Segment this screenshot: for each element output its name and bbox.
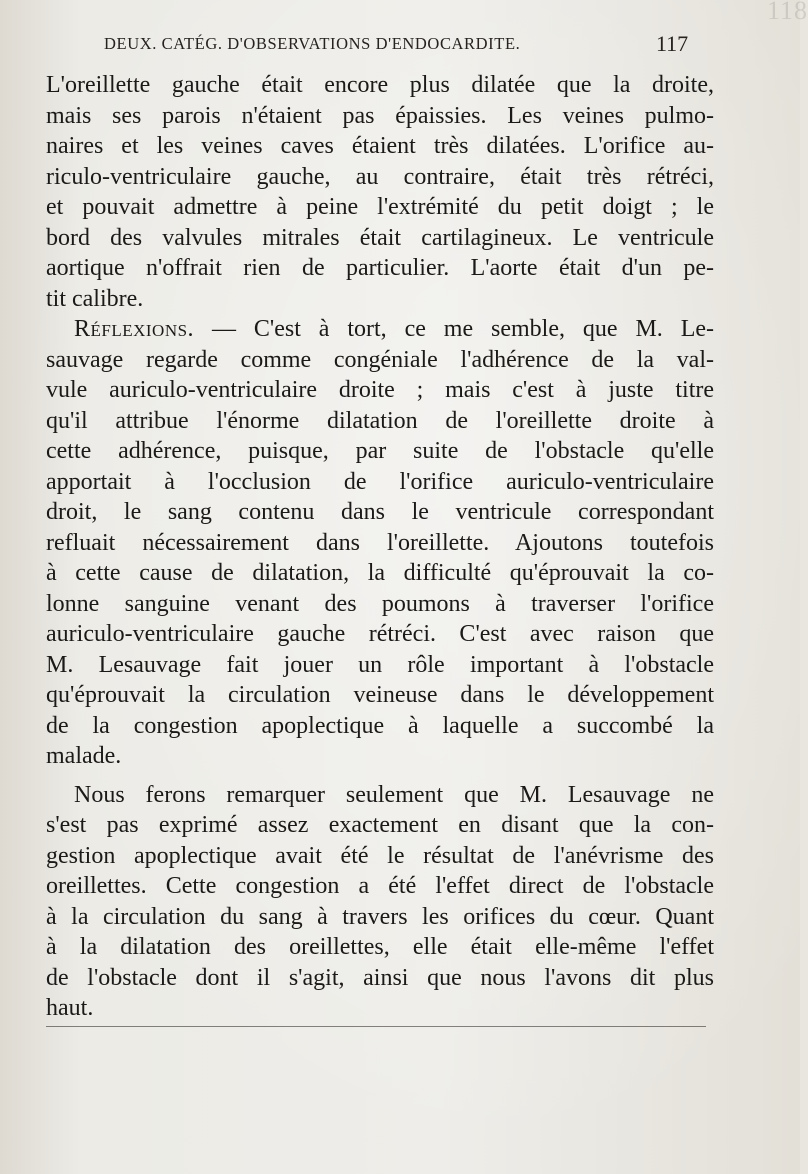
running-title: DEUX. CATÉG. D'OBSERVATIONS D'ENDOCARDITE. (104, 34, 521, 53)
text-line: lonne sanguine venant des poumons à traverser l'orifice (46, 590, 714, 617)
text-line: Nous ferons remarquer seulement que M. Lesauvage ne (74, 781, 714, 808)
text-line: aortique n'offrait rien de particulier. L'aorte était d'un pe- (46, 255, 714, 281)
section-lead-reflexions: Réflexions. (74, 316, 195, 342)
text-line: bord des valvules mitrales était cartilagineux. Le ventricule (46, 224, 714, 251)
text-line: de la congestion apoplectique à laquelle a succombé la (46, 712, 714, 739)
text-line: malade. (46, 743, 122, 769)
body-text (46, 70, 714, 1024)
text-line: mais ses parois n'étaient pas épaissies. Les veines pulmo- (46, 102, 714, 129)
text-line: droit, le sang contenu dans le ventricule correspondant (46, 499, 714, 525)
text-line: qu'éprouvait la circulation veineuse dans le développement (46, 682, 714, 708)
text-line: refluait nécessairement dans l'oreillette. Ajoutons toutefois (46, 529, 714, 556)
footnote-divider (46, 1026, 706, 1027)
text-line: vule auriculo-ventriculaire droite ; mais c'est à juste titre (46, 377, 714, 403)
text-line: à la circulation du sang à travers les orifices du cœur. Quant (46, 903, 714, 930)
text-line: et pouvait admettre à peine l'extrémité du petit doigt ; le (46, 194, 714, 220)
text-line: L'oreillette gauche était encore plus dilatée que la droite, (46, 72, 714, 98)
text-line: gestion apoplectique avait été le résultat de l'anévrisme des (46, 842, 714, 869)
text-line: auriculo-ventriculaire gauche rétréci. C'est avec raison que (46, 621, 714, 647)
text-line: s'est pas exprimé assez exactement en disant que la con- (46, 812, 714, 838)
text-line: M. Lesauvage fait jouer un rôle important à l'obstacle (46, 651, 714, 678)
text-line: naires et les veines caves étaient très dilatées. L'orifice au- (46, 133, 714, 159)
text-line: riculo-ventriculaire gauche, au contraire, était très rétréci, (46, 163, 714, 190)
text-line: sauvage regarde comme congéniale l'adhérence de la val- (46, 346, 714, 373)
bleed-through-page-number: 118 (766, 0, 808, 25)
text-fragment: — C'est à tort, ce me semble, que M. Le- (211, 316, 714, 342)
text-line: tit calibre. (46, 285, 144, 312)
text-line: à cette cause de dilatation, la difficulté qu'éprouvait la co- (46, 560, 714, 586)
text-line: oreillettes. Cette congestion a été l'effet direct de l'obstacle (46, 873, 714, 899)
text-line (46, 314, 714, 345)
running-head (0, 31, 800, 62)
paragraph-gap (46, 772, 714, 780)
text-line: cette adhérence, puisque, par suite de l'obstacle qu'elle (46, 438, 714, 464)
text-line: apportait à l'occlusion de l'orifice auriculo-ventriculaire (46, 468, 714, 495)
page-number: 117 (656, 31, 689, 56)
text-line: haut. (46, 995, 94, 1021)
text-line: qu'il attribue l'énorme dilatation de l'oreillette droite à (46, 407, 714, 434)
text-line: à la dilatation des oreillettes, elle était elle-même l'effet (46, 934, 714, 960)
text-line: de l'obstacle dont il s'agit, ainsi que nous l'avons dit plus (46, 964, 714, 991)
